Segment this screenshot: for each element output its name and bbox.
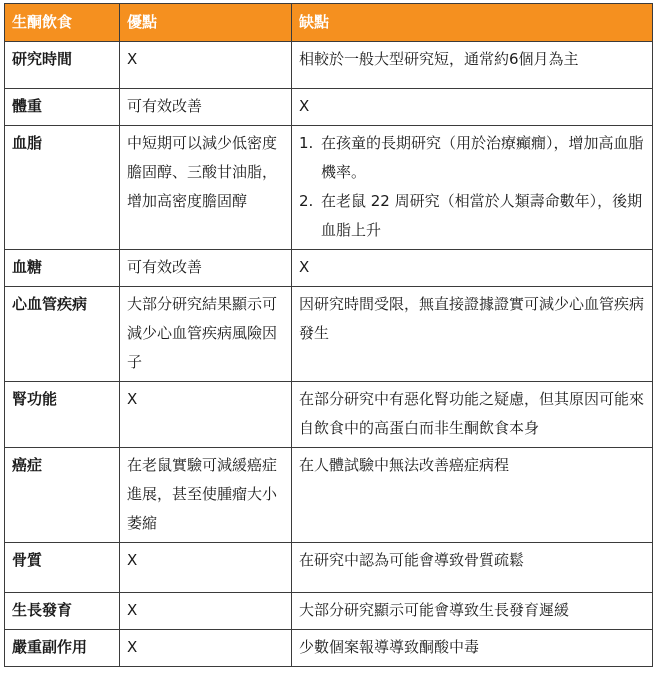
header-row xyxy=(5,4,653,42)
row-pros: 中短期可以減少低密度膽固醇、三酸甘油脂，增加高密度膽固醇 xyxy=(120,126,292,250)
row-cons: 少數個案報導導致酮酸中毒 xyxy=(292,630,653,667)
header-cons: 缺點 xyxy=(292,4,653,42)
row-cons: 在人體試驗中無法改善癌症病程 xyxy=(292,448,653,543)
keto-comparison-table xyxy=(4,3,653,667)
table-row xyxy=(5,382,653,448)
row-pros: X xyxy=(120,630,292,667)
table-row xyxy=(5,448,653,543)
row-cons: 大部分研究顯示可能會導致生長發育遲緩 xyxy=(292,593,653,630)
row-cons: 相較於一般大型研究短，通常約6個月為主 xyxy=(292,42,653,89)
cons-list xyxy=(299,129,645,245)
row-pros: X xyxy=(120,382,292,448)
table-row xyxy=(5,630,653,667)
row-cons: 在部分研究中有惡化腎功能之疑慮，但其原因可能來自飲食中的高蛋白而非生酮飲食本身 xyxy=(292,382,653,448)
row-topic: 血糖 xyxy=(5,250,120,287)
table-row xyxy=(5,89,653,126)
row-topic: 體重 xyxy=(5,89,120,126)
table-row xyxy=(5,42,653,89)
row-topic: 心血管疾病 xyxy=(5,287,120,382)
row-topic: 生長發育 xyxy=(5,593,120,630)
row-cons: X xyxy=(292,89,653,126)
row-topic: 血脂 xyxy=(5,126,120,250)
row-pros: X xyxy=(120,593,292,630)
row-topic: 研究時間 xyxy=(5,42,120,89)
table-row xyxy=(5,593,653,630)
row-cons xyxy=(292,126,653,250)
row-pros: 大部分研究結果顯示可減少心血管疾病風險因子 xyxy=(120,287,292,382)
row-pros: 可有效改善 xyxy=(120,250,292,287)
header-topic: 生酮飲食 xyxy=(5,4,120,42)
table-row xyxy=(5,250,653,287)
row-topic: 腎功能 xyxy=(5,382,120,448)
row-pros: X xyxy=(120,543,292,593)
row-pros: 可有效改善 xyxy=(120,89,292,126)
table-row xyxy=(5,543,653,593)
row-cons: 因研究時間受限，無直接證據證實可減少心血管疾病發生 xyxy=(292,287,653,382)
table-row xyxy=(5,287,653,382)
list-item: 在老鼠 22 周研究（相當於人類壽命數年），後期血脂上升 xyxy=(321,192,643,239)
table-row xyxy=(5,126,653,250)
row-cons: X xyxy=(292,250,653,287)
row-topic: 嚴重副作用 xyxy=(5,630,120,667)
row-pros: X xyxy=(120,42,292,89)
row-pros: 在老鼠實驗可減緩癌症進展，甚至使腫瘤大小萎縮 xyxy=(120,448,292,543)
row-topic: 癌症 xyxy=(5,448,120,543)
row-cons: 在研究中認為可能會導致骨質疏鬆 xyxy=(292,543,653,593)
list-item: 在孩童的長期研究（用於治療癲癇），增加高血脂機率。 xyxy=(321,134,644,181)
header-pros: 優點 xyxy=(120,4,292,42)
row-topic: 骨質 xyxy=(5,543,120,593)
